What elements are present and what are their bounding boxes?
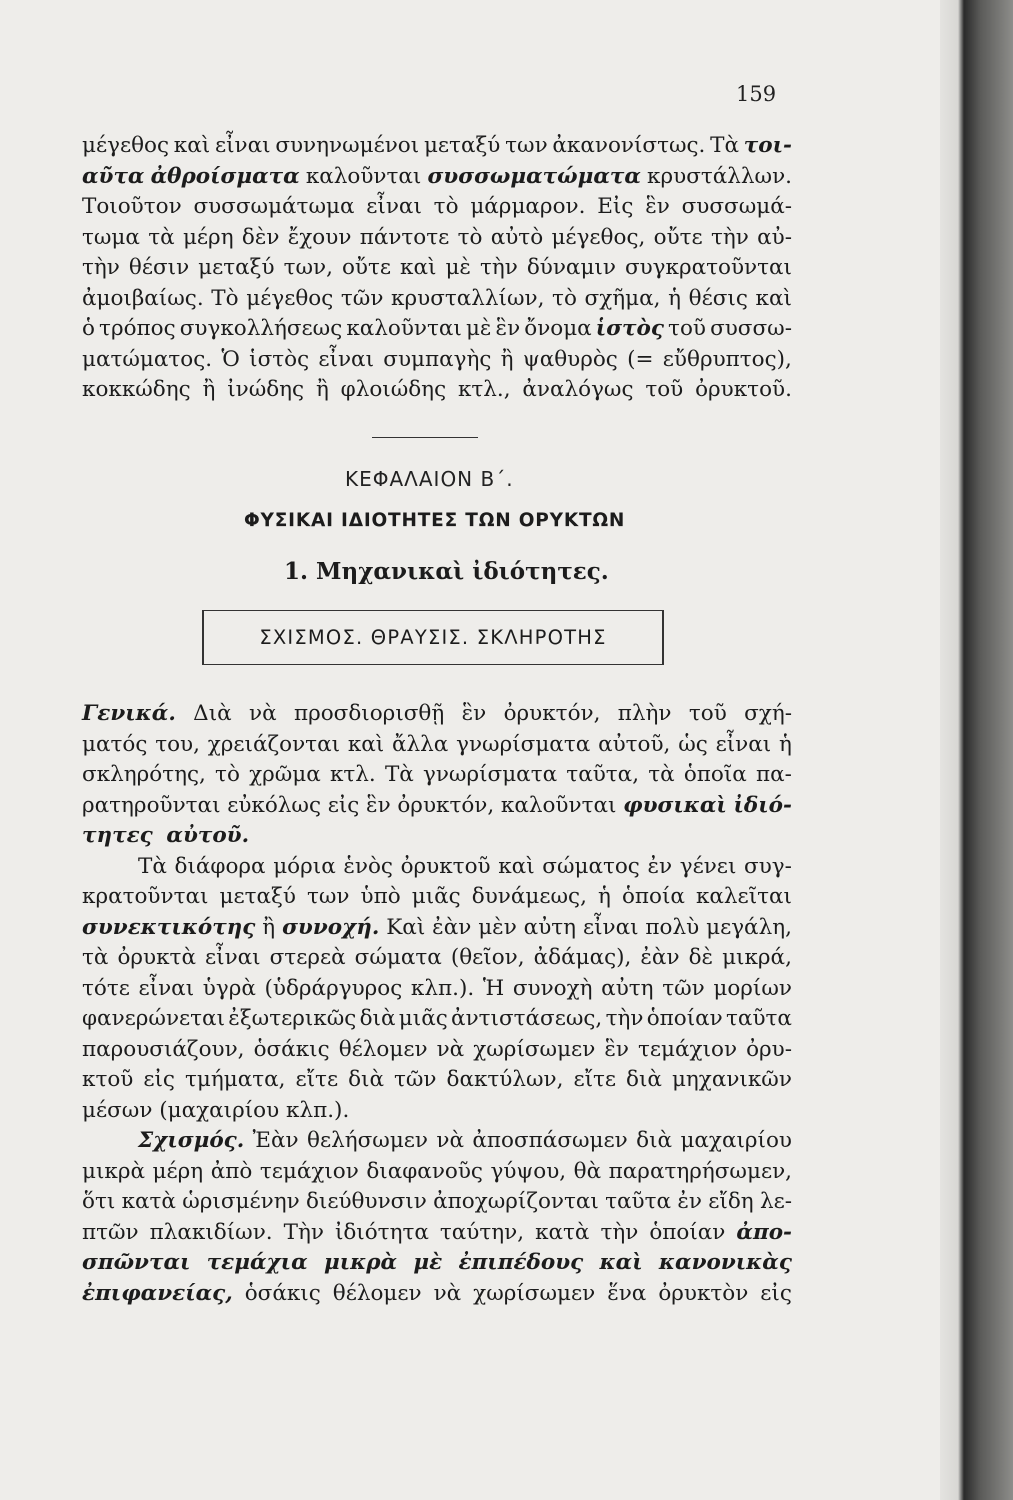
text-line: [82, 699, 792, 730]
emphasized-word: τητες: [82, 823, 153, 848]
word: τὰ: [82, 945, 109, 970]
word: συσσωμά-: [681, 194, 792, 219]
word: συγκρατοῦνται: [624, 255, 792, 280]
word: ὑπὸ: [360, 884, 401, 909]
emphasized-word: συσσωματώματα: [427, 163, 641, 189]
word: νὰ: [433, 1280, 462, 1306]
emphasized-word: αῦτα: [82, 163, 145, 189]
word: διὰ: [636, 1128, 673, 1153]
word: εἰς: [327, 792, 360, 818]
word: τὴν: [82, 255, 120, 280]
text-line: [82, 1126, 792, 1157]
emphasized-word: Γενικά.: [82, 701, 176, 726]
word: ἡ: [597, 884, 611, 909]
chapter-heading: ΚΕΦΑΛΑΙΟΝ Β΄.: [345, 467, 514, 491]
word: ἓν: [645, 194, 670, 219]
word: οὔτε: [653, 224, 703, 250]
word: Τὰ: [710, 133, 739, 158]
text-line: [82, 345, 792, 376]
word: Τοιοῦτον: [82, 194, 182, 219]
word: Διὰ: [193, 701, 232, 726]
word: μέγεθος: [82, 133, 170, 158]
word: ὡρισμένην: [182, 1189, 300, 1214]
word: μιᾶς: [411, 884, 461, 909]
word: εἰς: [760, 1280, 792, 1306]
word: διὰ: [348, 1067, 384, 1092]
word: διὰ: [359, 1006, 396, 1031]
word: γύψου,: [490, 1158, 567, 1184]
word: τωμα: [82, 224, 140, 250]
word: ὀρυκτοῦ: [400, 853, 491, 879]
text-line: [82, 1279, 792, 1310]
word: εἶναι: [205, 945, 261, 970]
emphasized-word: ἀθροίσματα: [150, 163, 300, 189]
word: ἐν: [647, 853, 673, 879]
word: μὲ: [445, 255, 471, 280]
word: μόρια: [273, 853, 336, 879]
word: ἕνα: [607, 1280, 647, 1306]
word: φλοιώδης: [340, 377, 447, 402]
word: κατὰ: [121, 1189, 176, 1214]
word: καὶ: [755, 285, 792, 311]
word: ἓν: [495, 316, 521, 341]
word: μέρη: [152, 1158, 204, 1184]
word: δύναμιν: [526, 255, 616, 280]
word: κτλ.: [329, 762, 376, 787]
word: τεμάχιον: [259, 1158, 359, 1184]
emphasized-word: μικρὰ: [323, 1250, 398, 1275]
word: ψαθυρὸς: [522, 346, 618, 372]
word: πλὴν: [617, 701, 672, 726]
word: μεταξύ: [198, 255, 275, 280]
word: μέρη: [182, 224, 234, 250]
word: εἶναι: [138, 975, 195, 1001]
emphasized-word: αὐτοῦ.: [166, 823, 250, 848]
word: πολὺ: [645, 914, 700, 940]
word: κλπ.).: [410, 975, 475, 1001]
word: χωρίσωμεν: [473, 1036, 596, 1062]
word: τὴν: [479, 255, 518, 280]
word: συγ-: [744, 853, 792, 879]
emphasized-word: κανονικὰς: [658, 1250, 792, 1275]
word: καλοῦνται: [500, 792, 617, 818]
word: εἰς: [143, 1067, 175, 1092]
text-line: [82, 1035, 792, 1066]
word: ἔχουν: [287, 224, 352, 250]
word: αὐτη: [601, 975, 654, 1001]
word: Ὁ: [221, 346, 240, 372]
word: μιᾶς: [398, 1006, 448, 1031]
word: ἰνώδης: [227, 377, 305, 402]
word: τοῦ: [688, 701, 727, 726]
word: διάφορα: [174, 853, 266, 879]
text-line: [82, 1248, 792, 1279]
word: ὁσάκις: [253, 1036, 330, 1062]
text-line: [82, 162, 792, 193]
section-divider: [372, 437, 478, 438]
word: ματός: [82, 731, 148, 757]
word: ὁποῖα: [683, 762, 747, 787]
word: ὅτι: [82, 1189, 116, 1214]
word: τότε: [82, 975, 130, 1001]
word: ὀρυκτοῦ.: [695, 377, 792, 402]
word: φανερώνεται: [82, 1006, 226, 1031]
word: (θεῖον,: [450, 945, 525, 970]
word: διὰ: [626, 1067, 662, 1092]
word: καλεῖται: [695, 884, 792, 909]
word: ἓν: [604, 1036, 629, 1062]
emphasized-word: τοι-: [743, 133, 792, 158]
word: ἀκανονίστως.: [552, 133, 706, 158]
word: ἱστὸς: [249, 346, 310, 372]
book-binding-edge: [940, 0, 1013, 1500]
word: εἶναι: [366, 194, 422, 219]
word: κοκκώδης: [82, 377, 191, 402]
word: λε-: [759, 1189, 792, 1214]
word: τὸ: [457, 224, 483, 250]
word: νὰ: [249, 701, 277, 726]
word: μέγεθος: [246, 285, 334, 311]
word: ἀντιστάσεως,: [451, 1006, 603, 1031]
text-line: [82, 131, 792, 162]
word: ἰδιότητα: [334, 1219, 429, 1245]
word: στερεὰ: [269, 945, 346, 970]
word: ἢ: [315, 377, 329, 402]
word: πτῶν: [82, 1219, 139, 1245]
word: οὔτε: [341, 255, 392, 280]
word: μὲν: [478, 914, 517, 940]
word: γένει: [679, 853, 737, 879]
word: αὐτὸ: [490, 224, 544, 250]
word: μικρὰ: [82, 1158, 145, 1184]
word: ταῦτα: [605, 1189, 672, 1214]
text-line: [82, 1157, 792, 1188]
word: συγκολλήσεως: [179, 316, 343, 341]
word: ὁσάκις: [244, 1280, 321, 1306]
word: τὴν: [600, 1219, 639, 1245]
emphasized-word: μὲ: [413, 1250, 443, 1275]
word: Τὴν: [283, 1219, 324, 1245]
word: πλακιδίων.: [149, 1219, 273, 1245]
word: του,: [155, 731, 200, 757]
word: κρατοῦνται: [82, 884, 209, 909]
text-line: [82, 882, 792, 913]
word: καὶ: [498, 853, 535, 879]
word: τὴν: [605, 1006, 644, 1031]
word: νὰ: [436, 1128, 464, 1153]
word: ὁποίαν: [649, 1219, 726, 1245]
word: εὔθρυπτος),: [662, 346, 792, 372]
text-line: [82, 1065, 792, 1096]
page-number: 159: [736, 82, 777, 106]
word: εἴτε: [295, 1067, 339, 1092]
text-line: [82, 223, 792, 254]
boxed-heading: ΣΧΙΣΜΟΣ. ΘΡΑΥΣΙΣ. ΣΚΛΗΡΟΤΗΣ: [202, 610, 664, 665]
word: μορίων: [713, 975, 792, 1001]
word: μηχανικῶν: [671, 1067, 792, 1092]
word: των,: [283, 255, 333, 280]
word: χωρίσωμεν: [473, 1280, 596, 1306]
word: τῶν: [394, 1067, 437, 1092]
word: ἢ: [202, 377, 216, 402]
word: κτλ.,: [457, 377, 511, 402]
word: ὀρυκτόν,: [503, 701, 601, 726]
word: κτοῦ: [82, 1067, 134, 1092]
word: Τὰ: [384, 762, 414, 787]
emphasized-word: σπῶνται: [82, 1250, 191, 1275]
word: ἀποσπάσωμεν: [472, 1128, 628, 1153]
word: ἐν: [677, 1189, 702, 1214]
word: σώματος: [542, 853, 640, 879]
text-line: [82, 974, 792, 1005]
top-paragraph: [82, 131, 792, 406]
word: τρόπος: [99, 316, 176, 341]
word: τὸ: [433, 194, 459, 219]
word: τὸ: [215, 762, 240, 787]
word: ὁποία: [621, 884, 685, 909]
word: δὲν: [241, 224, 280, 250]
word: (μαχαιρίου: [159, 1097, 280, 1123]
word: ἓν: [461, 701, 487, 726]
word: παρουσιάζουν,: [82, 1036, 245, 1062]
emphasized-word: συνοχή.: [282, 914, 380, 940]
word: των: [306, 884, 350, 909]
word: ὡς: [678, 731, 708, 757]
word: ἢ: [500, 346, 514, 372]
word: κρυστάλλων.: [647, 163, 792, 189]
word: τὰ: [148, 224, 175, 250]
word: τμήματα,: [184, 1067, 286, 1092]
subsection-title: 1. Μηχανικαὶ ἰδιότητες.: [284, 558, 609, 585]
word: μεγάλη,: [706, 914, 792, 940]
word: μάρμαρον.: [470, 194, 586, 219]
word: μικρά,: [722, 945, 792, 970]
emphasized-word: ἰδιό-: [733, 792, 792, 818]
word: συνηνωμένοι: [275, 133, 420, 158]
word: δακτύλων,: [446, 1067, 564, 1092]
word: συνοχὴ: [512, 975, 593, 1001]
word: συσσωμάτωμα: [193, 194, 355, 219]
word: εἴτε: [573, 1067, 617, 1092]
emphasized-word: ἐπιπέδους: [458, 1250, 584, 1275]
word: πα-: [755, 762, 792, 787]
word: ματώματος.: [82, 346, 213, 372]
word: ἀποχωρίζονται: [433, 1189, 599, 1214]
word: θέσις: [688, 285, 748, 311]
word: Καὶ: [386, 914, 426, 940]
text-line: [82, 791, 792, 822]
word: διεύθυνσιν: [305, 1189, 427, 1214]
word: θὰ: [573, 1158, 602, 1184]
word: ἀπὸ: [210, 1158, 253, 1184]
word: ὁ: [82, 316, 95, 341]
word: θέσιν: [128, 255, 190, 280]
text-line: [82, 943, 792, 974]
word: ἀναλόγως: [522, 377, 634, 402]
word: καὶ: [347, 731, 385, 757]
text-line: [82, 1096, 792, 1127]
word: ἀδάμας),: [533, 945, 632, 970]
word: (=: [627, 346, 654, 372]
text-line: [82, 284, 792, 315]
word: ἡ: [668, 285, 681, 311]
word: ἐὰν: [640, 945, 680, 970]
word: ρατηροῦνται: [82, 792, 221, 818]
word: χρῶμα: [249, 762, 321, 787]
word: εἶναι: [715, 731, 772, 757]
word: καλοῦνται: [305, 163, 422, 189]
word: σχῆμα,: [584, 285, 661, 311]
word: διαφανοῦς: [366, 1158, 483, 1184]
word: σκληρότης,: [82, 762, 206, 787]
word: σώματα: [354, 945, 442, 970]
text-line: [82, 760, 792, 791]
word: τὴν: [710, 224, 749, 250]
word: ἡ: [779, 731, 792, 757]
word: τοῦ: [645, 377, 684, 402]
word: θέλομεν: [338, 1036, 428, 1062]
word: θέλομεν: [332, 1280, 422, 1306]
emphasized-word: τεμάχια: [206, 1250, 308, 1275]
text-line: [82, 913, 792, 944]
text-line: [82, 1004, 792, 1035]
word: μαχαιρίου: [680, 1128, 792, 1153]
word: τὰ: [648, 762, 675, 787]
word: Ἐὰν: [252, 1128, 299, 1153]
word: ταῦτα,: [566, 762, 640, 787]
word: θελήσωμεν: [307, 1128, 428, 1153]
word: ὀρυ-: [746, 1036, 792, 1062]
word: γνωρίσματα: [423, 762, 558, 787]
word: τὸ: [552, 285, 577, 311]
word: ὑγρὰ: [202, 975, 256, 1001]
word: καὶ: [400, 255, 437, 280]
word: καὶ: [173, 133, 211, 158]
text-line: [82, 375, 792, 406]
word: σχή-: [744, 701, 792, 726]
text-line: [82, 192, 792, 223]
word: Εἰς: [597, 194, 634, 219]
word: κατὰ: [535, 1219, 590, 1245]
word: των: [505, 133, 548, 158]
word: αὐτοῦ,: [598, 731, 671, 757]
word: ὀρυκτὸν: [658, 1280, 749, 1306]
word: ἀμοιβαίως.: [82, 285, 204, 311]
word: αὐτη: [523, 914, 577, 940]
word: συμπαγὴς: [383, 346, 492, 372]
word: δυνάμεως,: [471, 884, 587, 909]
word: Ἡ: [482, 975, 505, 1001]
word: προσδιορισθῇ: [293, 701, 445, 726]
text-line: [82, 852, 792, 883]
word: ἢ: [262, 914, 276, 940]
emphasized-word: ἐπιφανείας,: [82, 1280, 233, 1306]
word: αὐ-: [757, 224, 792, 250]
emphasized-word: Σχισμός.: [138, 1128, 245, 1153]
body-text: [82, 699, 792, 1309]
word: τοῦ: [668, 316, 706, 341]
word: ἑνὸς: [343, 853, 393, 879]
word: ὀρυκτόν,: [397, 792, 495, 818]
word: ὁποίαν: [646, 1006, 723, 1031]
word: ἄλλα: [392, 731, 449, 757]
word: ἐξωτερικῶς: [228, 1006, 357, 1031]
text-line: [82, 730, 792, 761]
word: εὐκόλως: [227, 792, 322, 818]
emphasized-word: φυσικαὶ: [623, 792, 727, 818]
emphasized-word: συνεκτικότης: [82, 914, 256, 940]
word: μὲ: [465, 316, 492, 341]
section-title: ΦΥΣΙΚΑΙ ΙΔΙΟΤΗΤΕΣ ΤΩΝ ΟΡΥΚΤΩΝ: [244, 510, 626, 531]
word: ταύτην,: [439, 1219, 525, 1245]
word: τῶν: [340, 285, 384, 311]
word: δὲ: [688, 945, 714, 970]
emphasized-word: καὶ: [599, 1250, 643, 1275]
word: κλπ.).: [286, 1097, 350, 1123]
word: τῶν: [662, 975, 705, 1001]
word: εἶναι: [318, 346, 374, 372]
word: ἓν: [366, 792, 391, 818]
word: εἴδη: [708, 1189, 754, 1214]
emphasized-word: ἀπο-: [736, 1219, 792, 1245]
word: συσσω-: [710, 316, 792, 341]
text-line: [82, 1218, 792, 1249]
text-line: [82, 314, 792, 345]
word: καλοῦνται: [346, 316, 462, 341]
word: ὀρυκτὰ: [117, 945, 196, 970]
word: μεταξύ: [219, 884, 296, 909]
word: νὰ: [436, 1036, 465, 1062]
word: ὄνομα: [524, 316, 592, 341]
text-line: [82, 821, 792, 852]
word: μέσων: [82, 1097, 153, 1123]
word: χρειάζονται: [207, 731, 341, 757]
word: ἐὰν: [432, 914, 472, 940]
word: παρατηρήσωμεν,: [608, 1158, 792, 1184]
word: μεταξύ: [423, 133, 501, 158]
word: (ὑδράργυρος: [264, 975, 403, 1001]
text-line: [82, 1187, 792, 1218]
word: εἶναι: [214, 133, 271, 158]
word: γνωρίσματα: [456, 731, 591, 757]
text-line: [82, 253, 792, 284]
word: Τὸ: [211, 285, 239, 311]
word: μέγεθος,: [551, 224, 646, 250]
word: Τὰ: [138, 853, 167, 879]
word: κρυσταλλίων,: [391, 285, 545, 311]
word: ταῦτα: [726, 1006, 792, 1031]
emphasized-word: ἱστὸς: [595, 316, 664, 341]
word: τεμάχιον: [638, 1036, 738, 1062]
word: πάντοτε: [359, 224, 450, 250]
word: εἶναι: [582, 914, 639, 940]
